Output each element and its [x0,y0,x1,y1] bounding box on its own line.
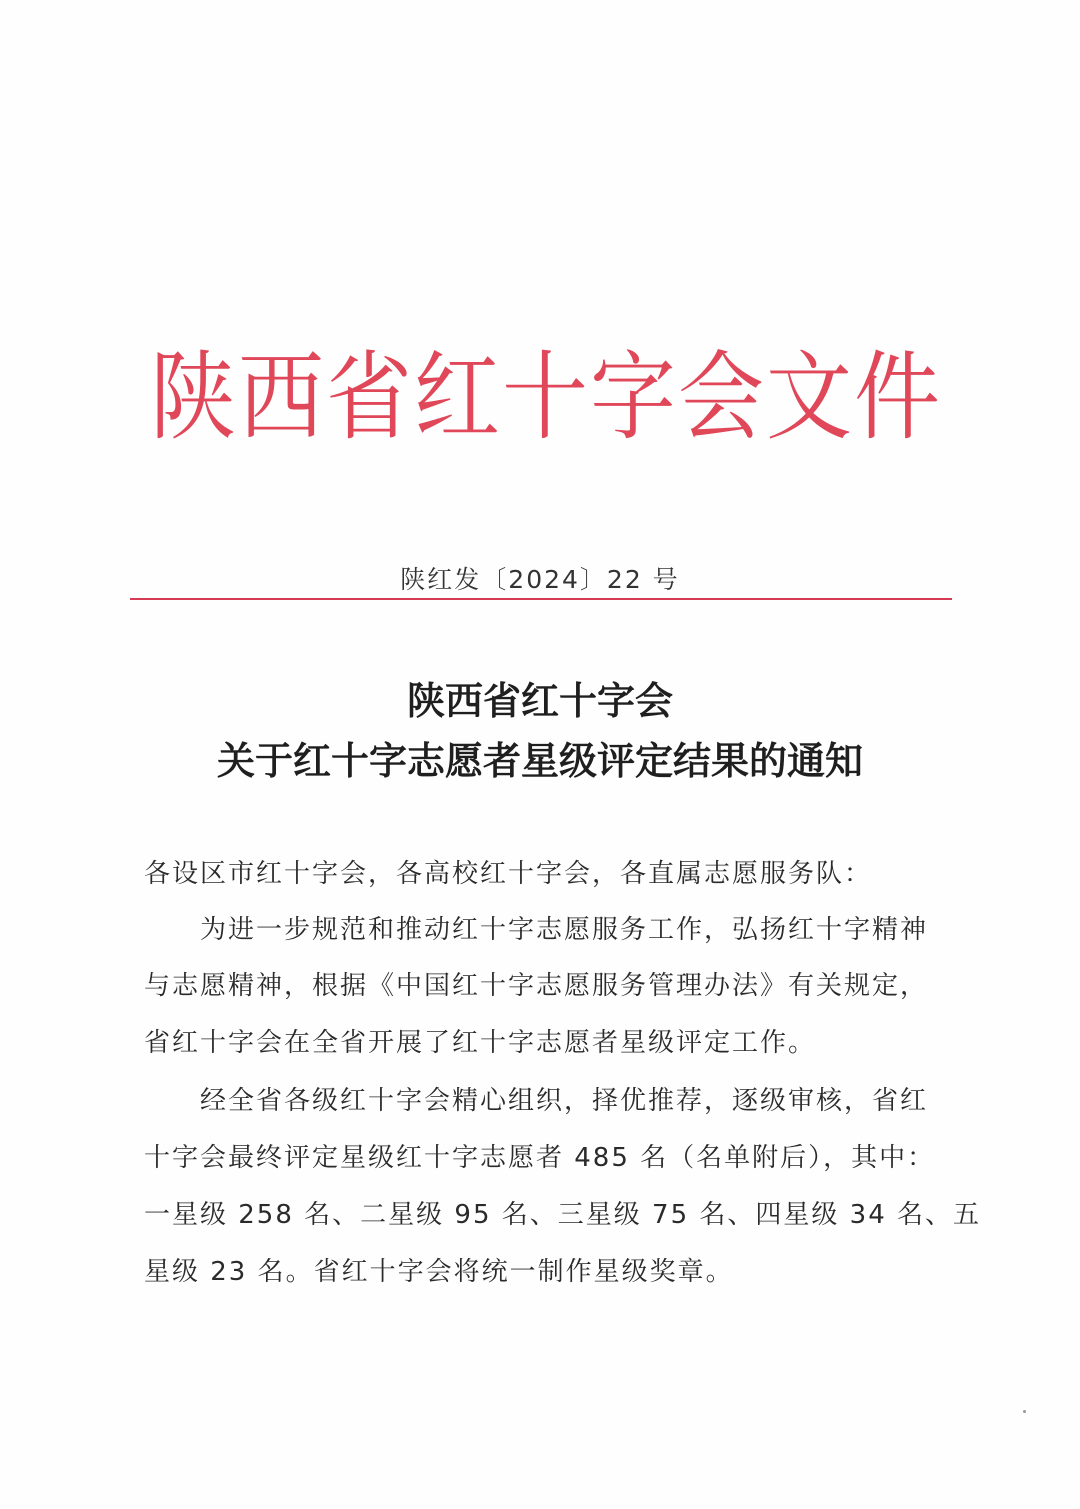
scan-artifact-dot [1023,1410,1026,1413]
notice-title-line-2: 关于红十字志愿者星级评定结果的通知 [216,738,863,783]
body-line: 省红十字会在全省开展了红十字志愿者星级评定工作。 [144,1028,817,1058]
masthead-char: 文 [766,342,852,454]
masthead-char: 陕 [150,342,236,454]
notice-title-line-1: 陕西省红十字会 [406,678,673,723]
masthead-char: 件 [854,342,940,454]
masthead-char: 字 [590,342,676,454]
body-line: 十字会最终评定星级红十字志愿者 485 名（名单附后），其中： [144,1143,936,1173]
salutation: 各设区市红十字会，各高校红十字会，各直属志愿服务队： [144,859,873,889]
body-line: 为进一步规范和推动红十字志愿服务工作，弘扬红十字精神 [144,915,929,945]
body-line: 一星级 258 名、二星级 95 名、三星级 75 名、四星级 34 名、五 [144,1200,981,1230]
masthead-char: 十 [502,342,588,454]
masthead-char: 会 [678,342,764,454]
body-line: 与志愿精神，根据《中国红十字志愿服务管理办法》有关规定， [144,971,929,1001]
masthead-char: 红 [414,342,500,454]
body-line: 星级 23 名。省红十字会将统一制作星级奖章。 [144,1257,734,1287]
red-divider-line [130,598,952,600]
body-line: 经全省各级红十字会精心组织，择优推荐，逐级审核，省红 [144,1086,929,1116]
masthead-char: 省 [326,342,412,454]
masthead-title [150,331,940,465]
document-number: 陕红发〔2024〕22 号 [400,565,680,594]
masthead-char: 西 [238,342,324,454]
